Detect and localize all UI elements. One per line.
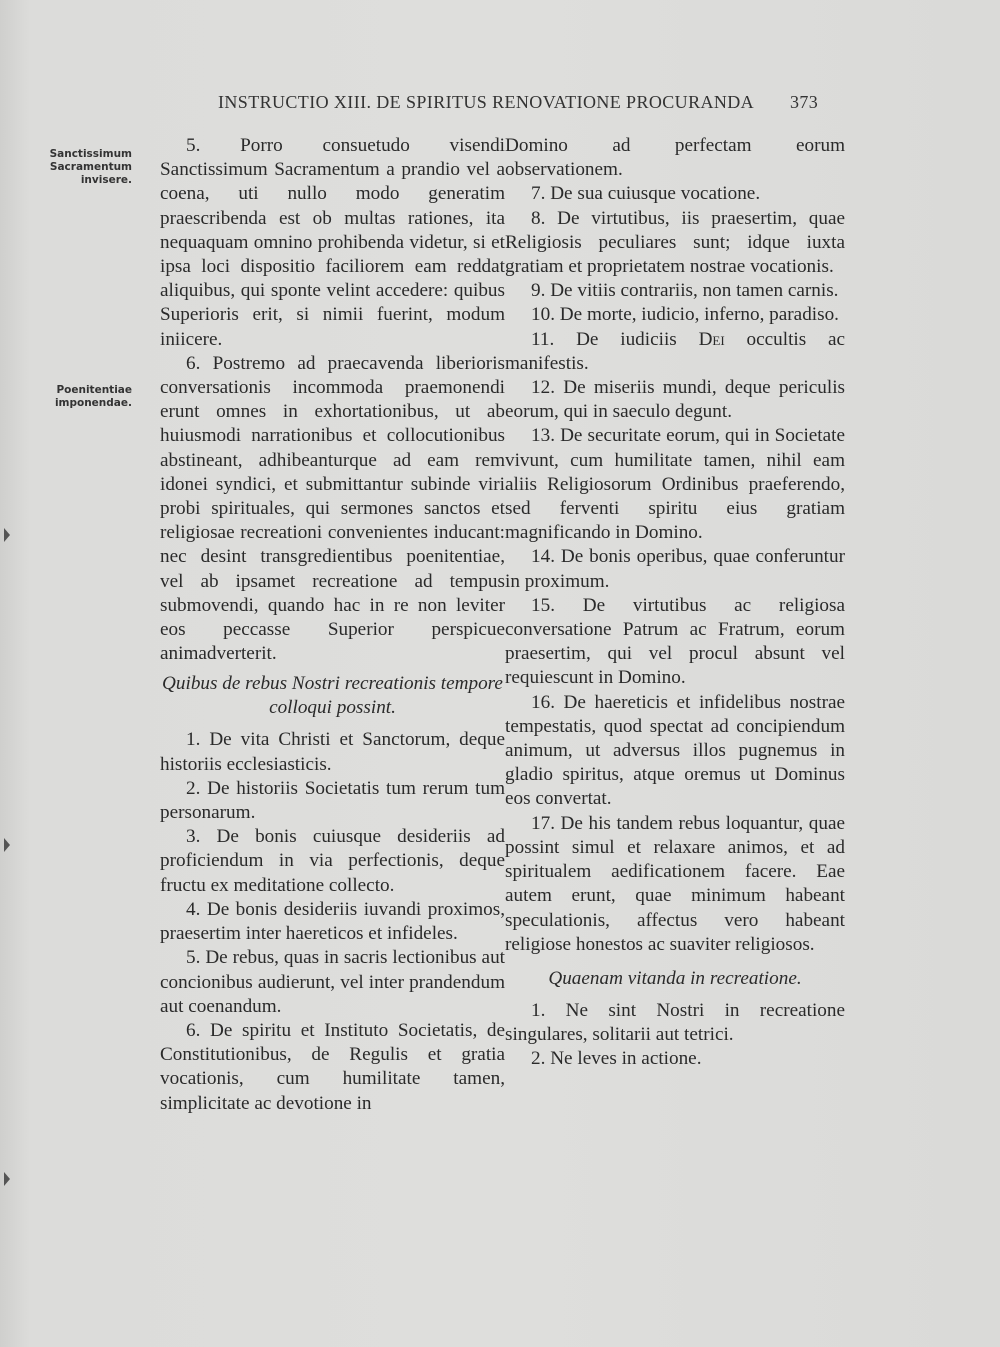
list-item: 10. De morte, iudicio, inferno, paradiso. (531, 304, 839, 326)
list-item: 9. De vitiis contrariis, non tamen carnis. (531, 280, 839, 302)
left-column (160, 134, 505, 1116)
right-column (505, 134, 845, 1072)
page-edge-mark (4, 838, 10, 852)
list-item: 15. De virtutibus ac religiosa conversatione Patrum ac Fratrum, eorum praesertim, qui vel procul absunt vel requiescunt in Domino. (505, 594, 845, 689)
list-item: 6. De spiritu et Instituto Societatis, de Constitutionibus, de Regulis et gratia vocationis, cum humilitate tamen, simplicitate ac devotione in (160, 1019, 505, 1114)
list-item: 16. De haereticis et infidelibus nostrae tempestatis, quod spectat ad concipiendum animum, ut adversus illos pugnemus in gladio spiritus, atque oremus ut Dominus eos convertat. (505, 691, 845, 810)
margin-note-sacramentum: Sanctissimum Sacramentum invisere. (49, 148, 132, 186)
list-item: 4. De bonis desideriis iuvandi proximos, praesertim inter haereticos et infideles. (160, 898, 505, 945)
continuation-text: Domino ad perfectam eorum observationem. (505, 135, 845, 181)
list-item: 14. De bonis operibus, quae conferuntur in proximum. (505, 546, 845, 592)
list-item: 7. De sua cuiusque vocatione. (531, 183, 761, 205)
margin-note-poenitentiae: Poenitentiae imponendae. (54, 384, 132, 409)
list-item: 3. De bonis cuiusque desideriis ad proficiendum in via perfectionis, deque fructu ex meditatione collecto. (160, 826, 505, 896)
item-11-smallcaps: Dei (698, 328, 725, 350)
item-11-lead: 11. De iudiciis (531, 328, 677, 350)
list-item: 13. De securitate eorum, qui in Societate vivunt, cum humilitate tamen, nihil eam aliis Religiosorum Ordinibus praeferendo, sed ferventi spiritu eius gratiam magnificando in Domino. (505, 425, 845, 544)
list-item: 1. De vita Christi et Sanctorum, deque historiis ecclesiasticis. (160, 729, 505, 775)
list-item: 17. De his tandem rebus loquantur, quae possint simul et relaxare animos, et ad spiritualem aedificationem facere. Eae autem erunt, quae minimum habeant speculationis, affectus vero habeant religiose honestos ac suaviter religiosos. (505, 812, 845, 955)
list-item: 2. De historiis Societatis tum rerum tum personarum. (160, 777, 505, 824)
list-item: 8. De virtutibus, iis praesertim, quae Religiosis peculiares sunt; idque iuxta gratiam et proprietatem nostrae vocationis. (505, 207, 845, 278)
section-heading-vitanda: Quaenam vitanda in recreatione. (548, 967, 802, 989)
list-item-11 (505, 328, 845, 376)
page-number: 373 (790, 92, 819, 112)
page-edge-mark (4, 528, 10, 542)
list-item: 2. Ne leves in actione. (531, 1048, 702, 1070)
header-title: INSTRUCTIO XIII. DE SPIRITUS RENOVATIONE PROCURANDA (218, 92, 755, 112)
section-heading-colloqui: Quibus de rebus Nostri recreationis tempore colloqui possint. (162, 673, 503, 719)
page-edge-mark (4, 1172, 10, 1186)
list-item: 5. De rebus, quas in sacris lectionibus aut concionibus audierunt, vel inter prandendum aut coenandum. (160, 947, 505, 1017)
paragraph-5: 5. Porro consuetudo visendi Sanctissimum Sacramentum a prandio vel a coena, uti nullo modo generatim praescribenda est ob multas rationes, ita nequaquam omnino prohibenda videtur, si et ipsa loci dispositio faciliorem eam reddat aliquibus, qui sponte velint accedere: quibus Superioris erit, si nimii fuerint, modum iniicere. (160, 135, 505, 350)
list-item: 12. De miseriis mundi, deque periculis eorum, qui in saeculo degunt. (505, 377, 845, 423)
list-item: 1. Ne sint Nostri in recreatione singulares, solitarii aut tetrici. (505, 999, 845, 1046)
item-11-tail: occultis ac manifestis. (505, 328, 846, 374)
paragraph-6: 6. Postremo ad praecavenda liberioris conversationis incommoda praemonendi erunt omnes in exhortationibus, ut ab huiusmodi narrationibus et collocutionibus abstineant, adhibeanturque ad eam rem idonei syndici, et submittantur subinde viri probi spirituales, qui sermones sanctos et religiosae recreationi convenientes inducant: nec desint transgredientibus poenitentiae, vel ab ipsamet recreatione ad tempus submovendi, quando hac in re non leviter eos peccasse Superior perspicue animadverterit. (160, 352, 505, 665)
